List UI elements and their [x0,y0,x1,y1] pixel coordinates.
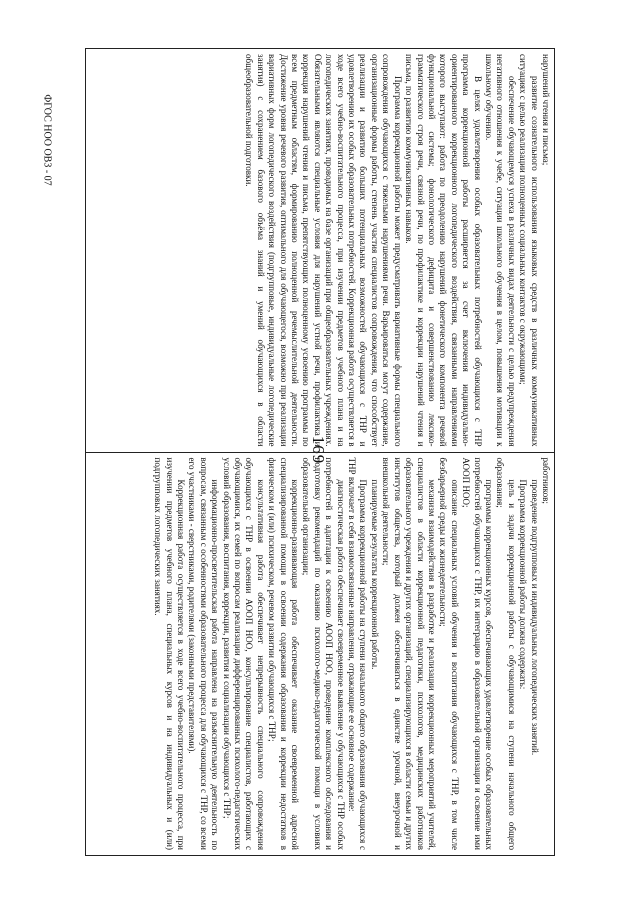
paragraph: информационно-просветительская работа направлена на разъяснительную деятельность по вопросам, связанным с особенностями образовательного процесса для обучающихся с ТНР, со всеми его участниками - сверстниками, родителями (законными представителями). [187,457,221,850]
paragraph: Программа коррекционной работы может предусматривать вариативные формы специального сопровождения обучающихся с тяжелыми нарушениями речи. Варьироваться могут содержание, организационные формы работы, степень участия специалистов сопровождения, что способствует реализации и развитию больших потенциальных возможностей обучающихся с ТНР и удовлетворению их особых образовательных потребностей. Коррекционная работа осуществляется в ходе всего учебно-воспитательного процесса, при изучении предметов учебного плана и на логопедических занятиях, проводимых на базе организаций при общеобразовательных учреждениях. Обязательными являются специальные условия для нарушений устной речи, профилактика и коррекция нарушений чтения и письма, препятствующих полноценному усвоению программы по всем предметным областям, формированию полноценной речемыслительной деятельности. Достижение уровня речевого развития, оптимального для обучающегося, возможно при реализации вариативных форм логопедического воздействия (подгрупповые, индивидуальные логопедические занятия) с сохранением базового объёма знаний и умений обучающихся в области общеобразовательной подготовки. [244,54,403,447]
paragraph: В целях удовлетворения особых образовательных потребностей обучающихся с ТНР программа коррекционной работы расширяется за счет включения индивидуально-ориентированного коррекционного логопедического воздействия, связанными направлениями которого выступают: работа по преодолению нарушений фонетического компонента речевой функциональной системы; фонологического дефицита и совершенствованию лексико-грамматического строя речи, связной речи, по профилактике и коррекции нарушений чтения и письма, по развитию коммуникативных навыков. [404,54,483,447]
paragraph: нарушений чтения и письма; [541,54,551,166]
paragraph: механизм взаимодействия в разработке и реализации коррекционных мероприятий учителей, специалистов в области коррекционной педагогики, психологов, медицинских работников образовательного учреждения и других организаций, специализирующихся в области семьи и других институтов общества, который должен обеспечиваться в единстве урочной, внеурочной и внешкольной деятельности; [381,457,437,850]
text-table [85,48,555,856]
page-number: 169 [309,435,328,465]
table-column-right [86,452,554,856]
paragraph: программы коррекционных курсов, обеспечивающих удовлетворение особых образовательных потребностей обучающихся с ТНР, их интеграцию в образовательной организации и освоение ими АООП НОО; [461,457,494,850]
paragraph: цель и задачи коррекционной работы с обучающимися на ступени начального общего образования; [495,457,517,850]
document-code: ФГОС НОО ОВЗ - 07 [41,94,53,186]
paragraph: диагностическая работа обеспечивает своевременное выявление у обучающихся с ТНР особых потребностей в адаптации к освоению АООП НОО, проведение комплексного обследования и подготовку рекомендаций по оказанию психолого-медико-педагогической помощи в условиях образовательной организации; [301,457,346,850]
paragraph: обеспечение обучающемуся успеха в различных видах деятельности с целью предупреждения негативного отношения к учебе, ситуации школьного обучения в целом, повышения мотивации к школьному обучению. [483,54,517,447]
paragraph: планируемые результаты коррекционной работы. [369,479,380,670]
paragraph: Программа коррекционной работы на ступени начального общего образования обучающихся с ТНР включает в себя взаимосвязанные направления, отражающие ее основное содержание: [347,457,369,850]
paragraph: работников; [541,457,551,504]
paragraph: проведение подгрупповых и индивидуальных логопедических занятий. [529,479,540,756]
paragraph: коррекционно-развивающая работа обеспечивает оказание своевременной адресной специализированной помощи в освоении содержания образования и коррекции недостатков в физическом и (или) психическом, речевом развитии обучающихся с ТНР; [267,457,301,850]
paragraph: развитие сознательного использования языковых средств в различных коммуникативных ситуациях с целью реализации полноценных социальных контактов с окружающими; [518,54,540,447]
paragraph: консультативная работа обеспечивает непрерывность специального сопровождения обучающихся с ТНР в освоении АООП НОО, консультирование специалистов, работающих с обучающимися, их семей по вопросам реализации дифференцированных психолого-педагогических условий образования, воспитания, коррекции, развития и социализации обучающихся с ТНР; [221,457,266,850]
paragraph: Коррекционная работа осуществляется в ходе всего учебно-воспитательного процесса, при изучении предметов учебного плана, специальных курсов и на индивидуальных и (или) подгрупповых логопедических занятиях. [153,457,186,850]
table-column-left [86,49,554,452]
paragraph: Программа коррекционной работы должна содержать: [518,479,529,690]
paragraph: описание специальных условий обучения и воспитания обучающихся с ТНР, в том числе безбарьерной среды их жизнедеятельности; [438,457,460,850]
